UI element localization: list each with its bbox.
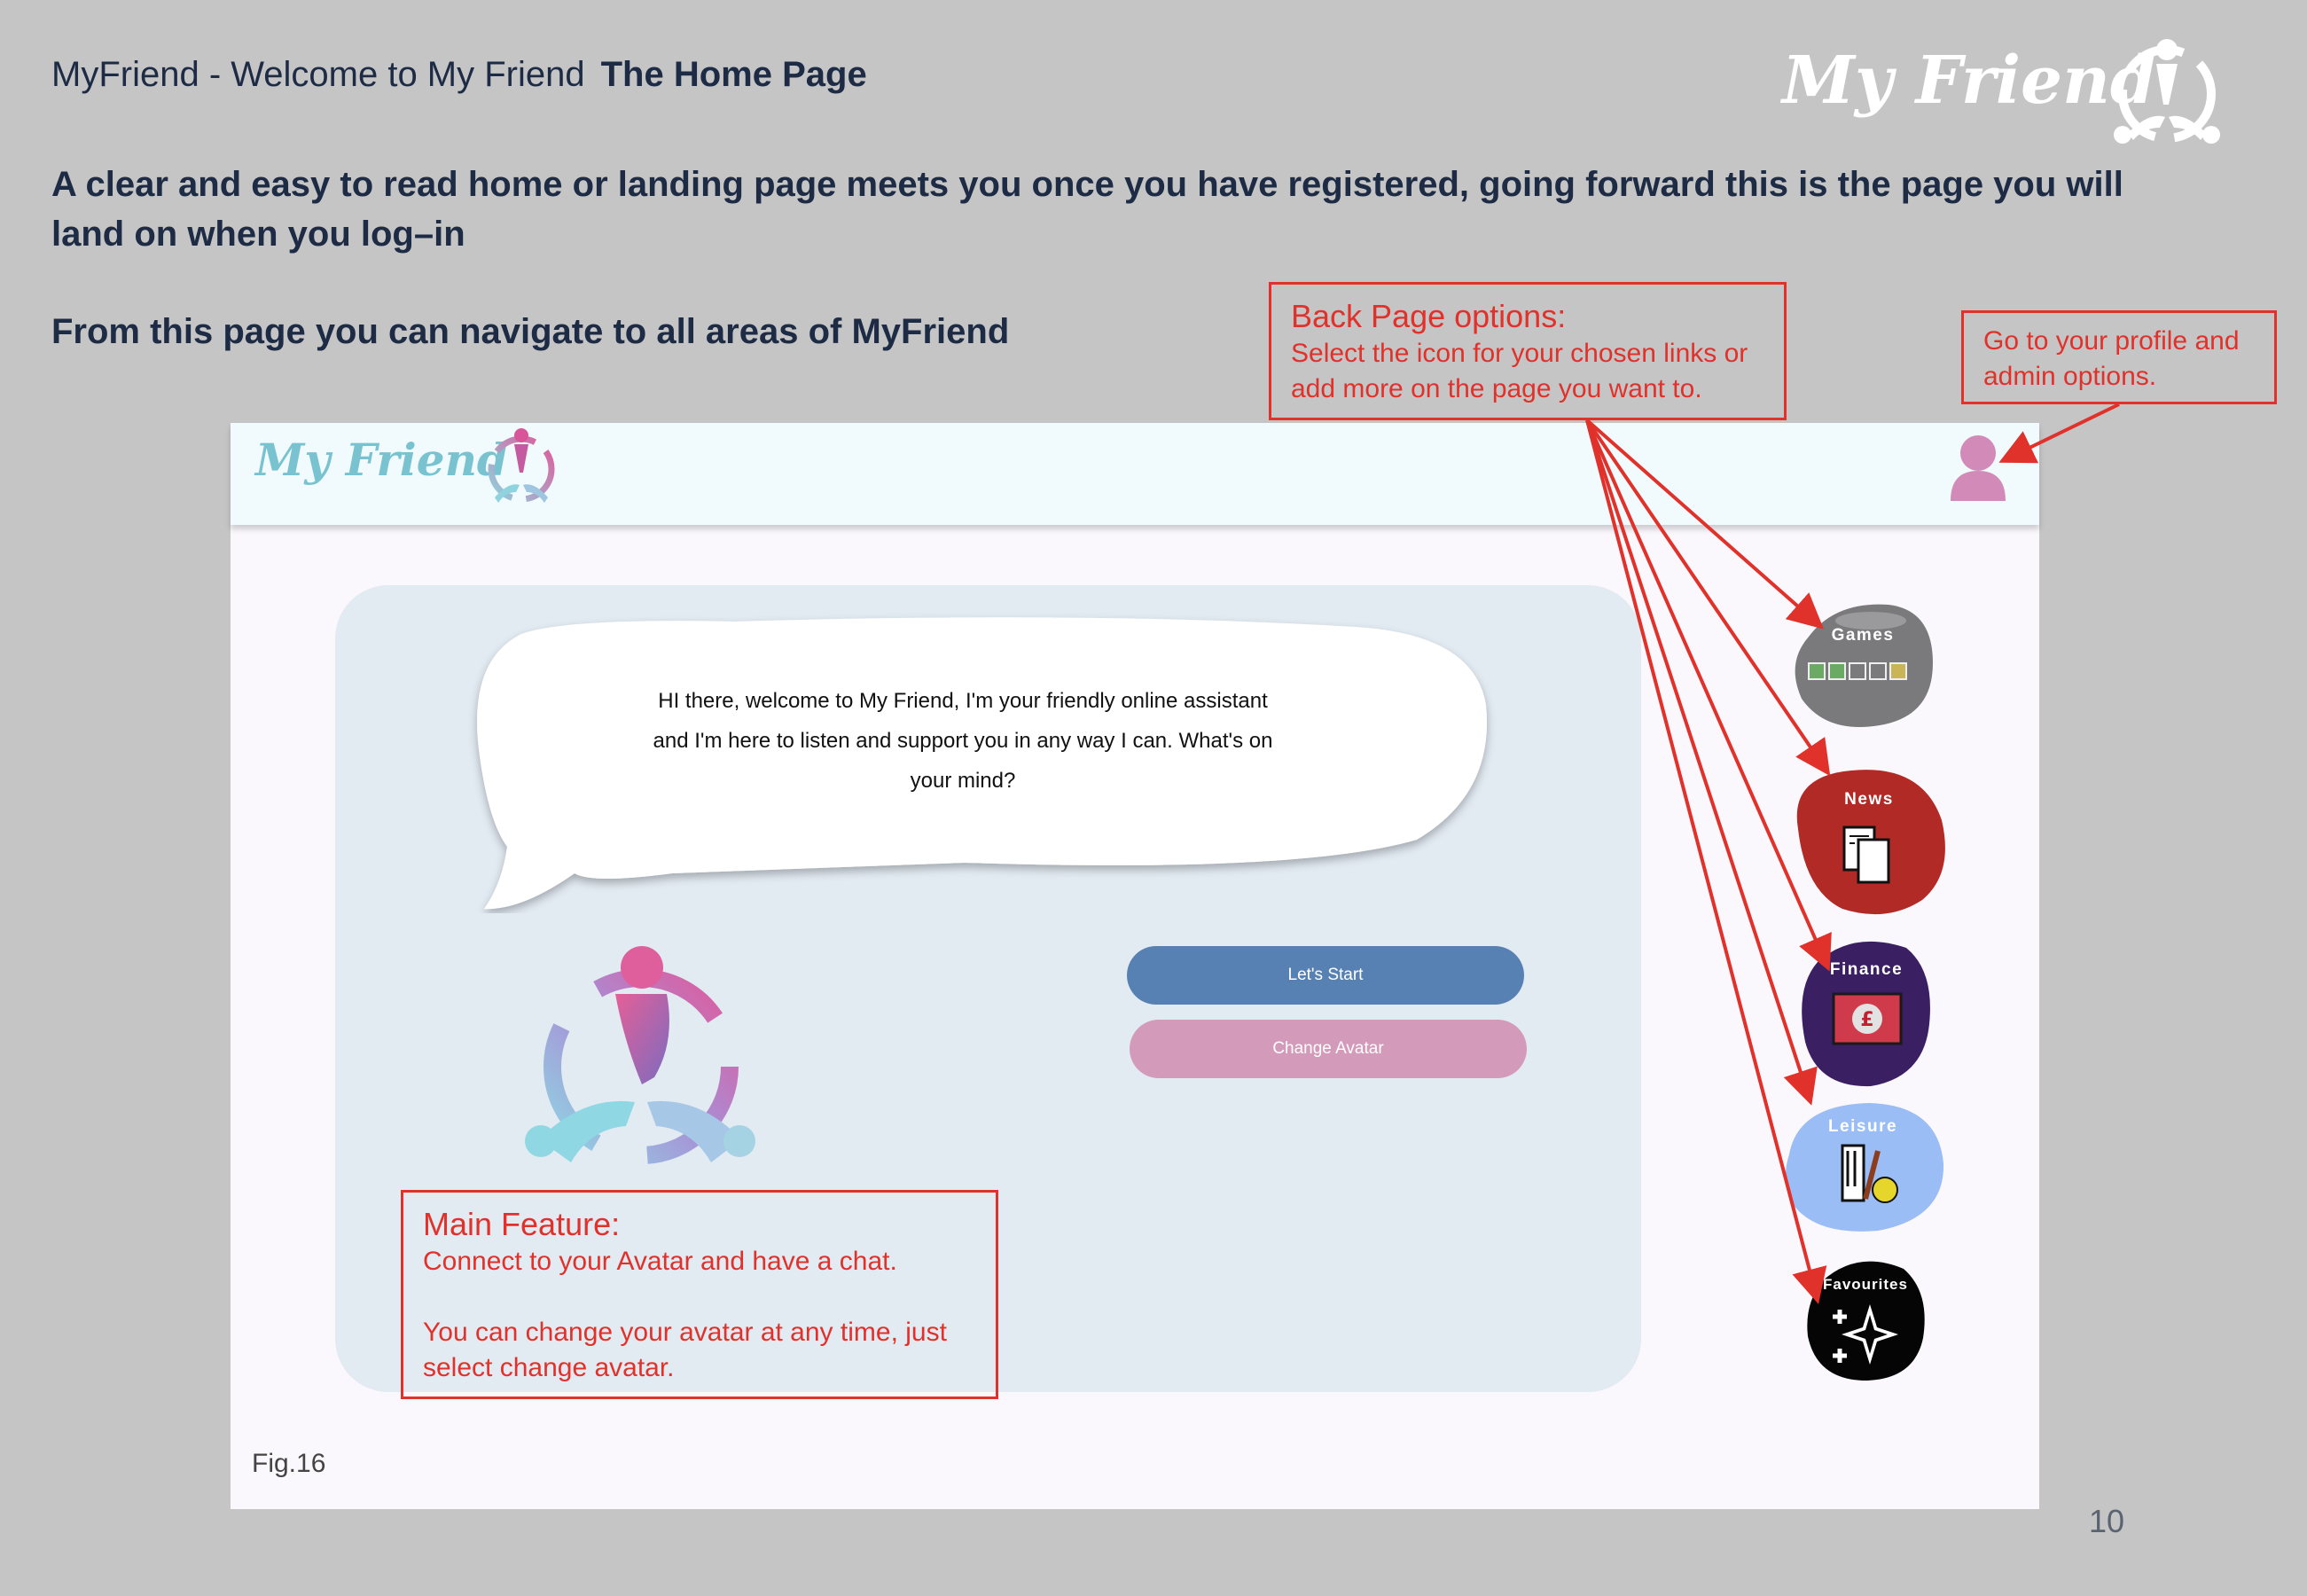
lets-start-button[interactable]: Let's Start: [1127, 946, 1524, 1005]
greeting-line-2: and I'm here to listen and support you in any way I can. What's on: [653, 729, 1273, 753]
slide-title-prefix: MyFriend - Welcome to My Friend: [51, 55, 585, 94]
main-feature-callout-line-3: select change avatar.: [423, 1353, 675, 1382]
nav-finance-label: Finance: [1829, 960, 1904, 979]
arrow-to-profile: [2002, 404, 2119, 461]
intro-line-1: A clear and easy to read home or landing page meets you once you have registered, going forward this is the page you will: [51, 165, 2123, 204]
change-avatar-button[interactable]: Change Avatar: [1130, 1020, 1527, 1078]
back-page-callout-heading: Back Page options:: [1291, 298, 1567, 334]
main-feature-callout-heading: Main Feature:: [423, 1206, 621, 1242]
profile-callout-line-2: admin options.: [1983, 362, 2157, 391]
page-number: 10: [2089, 1503, 2125, 1539]
main-feature-callout-line-2: You can change your avatar at any time, just: [423, 1318, 947, 1347]
app-logo-text[interactable]: My Friend: [255, 434, 508, 486]
nav-leisure-label: Leisure: [1827, 1117, 1898, 1136]
arrow-to-leisure: [1587, 420, 1810, 1102]
slide-title-bold: The Home Page: [600, 55, 867, 94]
nav-games-label: Games: [1831, 626, 1895, 645]
profile-callout-line-1: Go to your profile and: [1983, 326, 2240, 356]
main-feature-callout-line-1: Connect to your Avatar and have a chat.: [423, 1247, 897, 1276]
greeting-line-1: HI there, welcome to My Friend, I'm your friendly online assistant: [658, 689, 1268, 713]
nav-news-label: News: [1844, 790, 1894, 809]
greeting-line-3: your mind?: [910, 769, 1016, 793]
arrow-to-news: [1587, 420, 1828, 773]
back-page-callout-line-2: add more on the page you want to.: [1291, 374, 1702, 403]
figure-label: Fig.16: [252, 1449, 326, 1478]
brand-logo-text: My Friend: [1782, 43, 2156, 119]
svg-text:£: £: [1860, 1009, 1874, 1031]
nav-favourites-label: Favourites: [1823, 1276, 1908, 1293]
nav-note: From this page you can navigate to all areas of MyFriend: [51, 312, 1010, 351]
arrow-to-favourites: [1587, 420, 1818, 1301]
intro-line-2: land on when you log–in: [51, 215, 465, 254]
back-page-callout-line-1: Select the icon for your chosen links or: [1291, 339, 1748, 368]
